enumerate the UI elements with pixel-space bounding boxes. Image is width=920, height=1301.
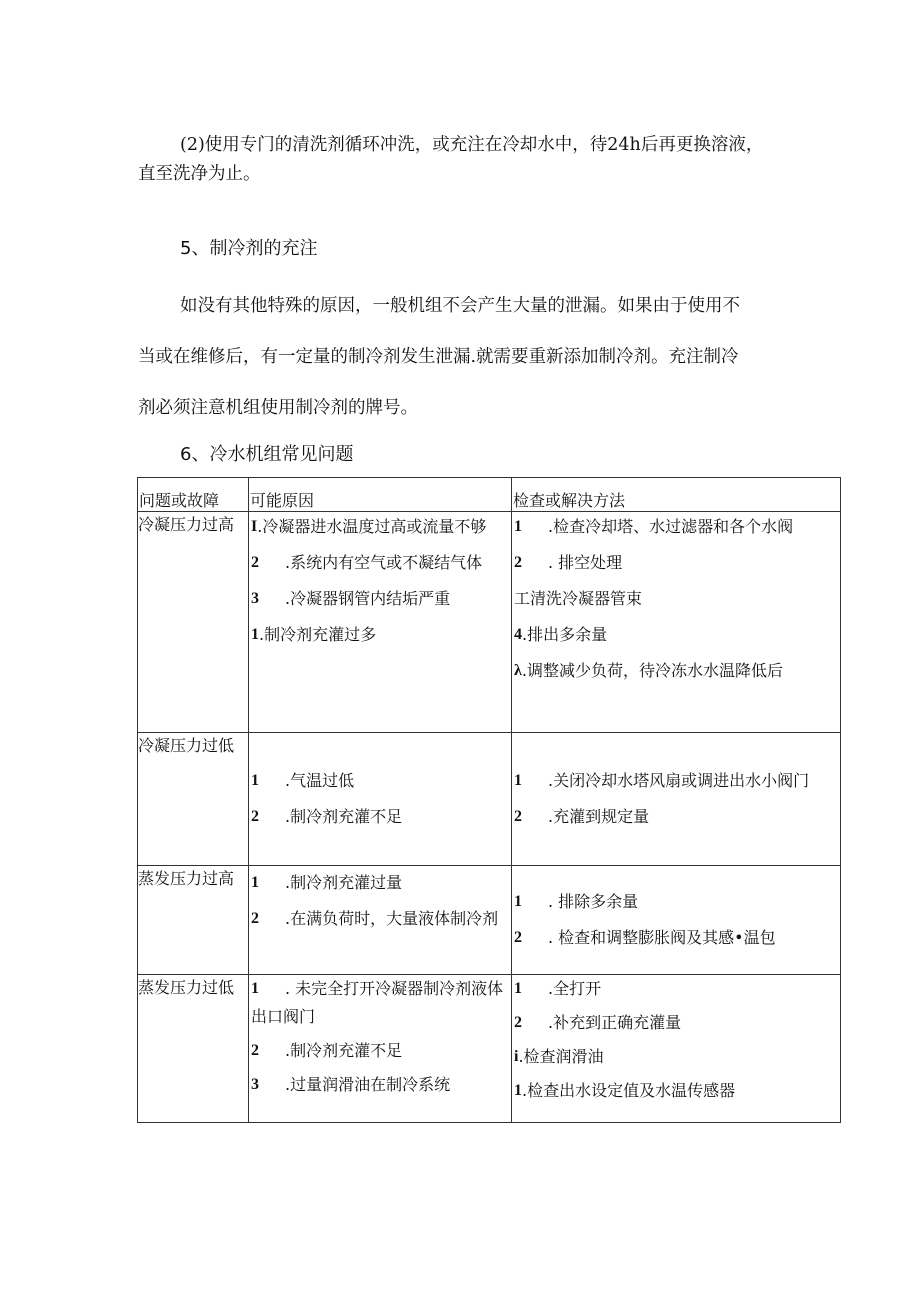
paragraph-cleaning bbox=[138, 131, 838, 189]
table-row bbox=[138, 512, 841, 733]
table-row bbox=[138, 866, 841, 975]
cause-item: 2 .系统内有空气或不凝结气体 bbox=[251, 553, 483, 572]
table-row bbox=[138, 975, 841, 1123]
header-cause: 可能原因 bbox=[249, 478, 512, 512]
solution-item: 1 .全打开 bbox=[514, 979, 602, 998]
solution-item: 工清洗冷凝器管束 bbox=[514, 589, 643, 608]
paragraph-refrigerant bbox=[138, 281, 838, 434]
cause-item: I .冷凝器进水温度过高或流量不够 bbox=[251, 517, 487, 536]
paragraph-line: 剂必须注意机组使用制冷剂的牌号。 bbox=[138, 398, 418, 418]
solution-item: 1 . 排除多余量 bbox=[514, 892, 639, 911]
cause-item: 3 .冷凝器钢管内结垢严重 bbox=[251, 589, 451, 608]
section-heading-common-problems: 6、冷水机组常见问题 bbox=[180, 444, 354, 465]
cause-item: 2 .在满负荷时，大量液体制冷剂 bbox=[251, 909, 499, 928]
cause-item: 1 . 未完全打开冷凝器制冷剂液体 bbox=[251, 979, 504, 998]
header-solution: 检查或解决方法 bbox=[512, 478, 841, 512]
solution-item: 1 .关闭冷却水塔风扇或调进出水小阀门 bbox=[514, 771, 810, 790]
paragraph-line: 当或在维修后，有一定量的制冷剂发生泄漏.就需要重新添加制冷剂。充注制冷 bbox=[138, 347, 739, 367]
cause-item: 1 .气温过低 bbox=[251, 771, 355, 790]
solution-item: 2 . 排空处理 bbox=[514, 553, 623, 572]
cause-item: 2 .制冷剂充灌不足 bbox=[251, 1041, 403, 1060]
cause-item: 1 .制冷剂充灌过多 bbox=[251, 625, 377, 644]
cause-cell bbox=[249, 512, 512, 733]
header-fault: 问题或故障 bbox=[138, 478, 249, 512]
cause-item: 2 .制冷剂充灌不足 bbox=[251, 807, 403, 826]
fault-name: 冷凝压力过低 bbox=[138, 733, 249, 866]
fault-name: 蒸发压力过高 bbox=[138, 866, 249, 975]
solution-item: 1 .检查出水设定值及水温传感器 bbox=[514, 1081, 736, 1100]
solution-item: 2 . 检查和调整膨胀阀及其感•温包 bbox=[514, 928, 776, 947]
cause-item: 3 .过量润滑油在制冷系统 bbox=[251, 1075, 451, 1094]
cause-cell bbox=[249, 866, 512, 975]
solution-item: i .检查润滑油 bbox=[514, 1047, 604, 1066]
cause-cell bbox=[249, 733, 512, 866]
paragraph-line: 如没有其他特殊的原因，一般机组不会产生大量的泄漏。如果由于使用不 bbox=[180, 296, 740, 316]
fault-name: 蒸发压力过低 bbox=[138, 975, 249, 1123]
fault-table bbox=[137, 477, 841, 1123]
paragraph-line: (2)使用专门的清洗剂循环冲洗，或充注在冷却水中，待24h后再更换溶液， bbox=[180, 135, 764, 155]
solution-item: 2 .补充到正确充灌量 bbox=[514, 1013, 682, 1032]
cause-item: 出口阀门 bbox=[251, 1007, 316, 1026]
table-row bbox=[138, 733, 841, 866]
solution-item: 1 .检查冷却塔、水过滤器和各个水阀 bbox=[514, 517, 794, 536]
cause-cell bbox=[249, 975, 512, 1123]
table-header-row bbox=[138, 478, 841, 512]
cause-clip bbox=[249, 975, 511, 1121]
fault-name: 冷凝压力过高 bbox=[138, 512, 249, 733]
section-heading-refrigerant-charging: 5、制冷剂的充注 bbox=[180, 238, 318, 259]
solution-item: λ .调整减少负荷，待冷冻水水温降低后 bbox=[514, 661, 783, 680]
cause-item: 1 .制冷剂充灌过量 bbox=[251, 873, 403, 892]
paragraph-line: 直至洗净为止。 bbox=[138, 164, 261, 184]
solution-cell bbox=[512, 512, 841, 733]
solution-cell bbox=[512, 866, 841, 975]
solution-item: 4 .排出多余量 bbox=[514, 625, 608, 644]
solution-cell bbox=[512, 733, 841, 866]
solution-cell bbox=[512, 975, 841, 1123]
solution-item: 2 .充灌到规定量 bbox=[514, 807, 650, 826]
